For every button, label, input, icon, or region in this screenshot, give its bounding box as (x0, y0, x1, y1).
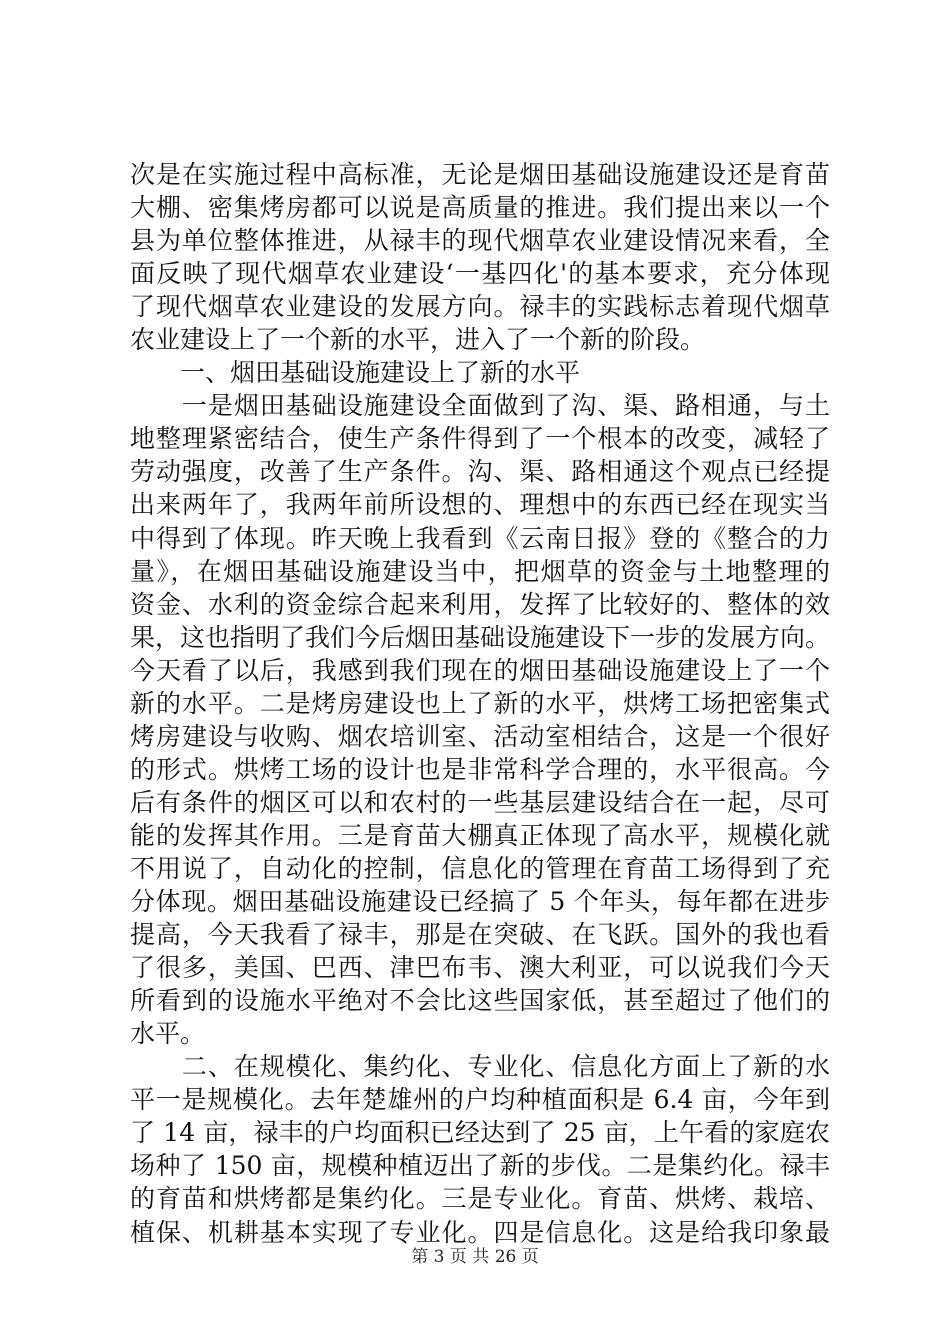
text-line: 量》，在烟田基础设施建设当中，把烟草的资金与土地整理的 (130, 556, 830, 586)
text-line: 植保、机耕基本实现了专业化。四是信息化。这是给我印象最 (130, 1217, 830, 1247)
page-number-footer: 第 3 页 共 26 页 (411, 1247, 539, 1267)
text-line: 中得到了体现。昨天晚上我看到《云南日报》登的《整合的力 (130, 523, 830, 553)
text-line: 的育苗和烘烤都是集约化。三是专业化。育苗、烘烤、栽培、 (130, 1184, 830, 1214)
text-line: 大棚、密集烤房都可以说是高质量的推进。我们提出来以一个 (130, 193, 830, 223)
text-line: 场种了 150 亩，规模种植迈出了新的步伐。二是集约化。禄丰 (130, 1151, 830, 1181)
text-line: 水平。 (130, 1019, 206, 1049)
text-line: 县为单位整体推进，从禄丰的现代烟草农业建设情况来看，全 (130, 226, 830, 256)
text-line: 地整理紧密结合，使生产条件得到了一个根本的改变，减轻了 (130, 424, 830, 454)
text-line: 能的发挥其作用。三是育苗大棚真正体现了高水平，规模化就 (130, 820, 830, 850)
text-line: 次是在实施过程中高标准，无论是烟田基础设施建设还是育苗 (130, 160, 830, 189)
text-line: 不用说了，自动化的控制，信息化的管理在育苗工场得到了充 (130, 853, 830, 883)
text-line: 平一是规模化。去年楚雄州的户均种植面积是 6.4 亩，今年到 (130, 1085, 830, 1115)
text-line: 果，这也指明了我们今后烟田基础设施建设下一步的发展方向。 (130, 622, 830, 652)
text-line: 了很多，美国、巴西、津巴布韦、澳大利亚，可以说我们今天 (130, 953, 830, 983)
text-line: 今天看了以后，我感到我们现在的烟田基础设施建设上了一个 (130, 655, 830, 685)
text-line: 一是烟田基础设施建设全面做到了沟、渠、路相通，与土 (130, 391, 830, 421)
text-line: 的形式。烘烤工场的设计也是非常科学合理的，水平很高。今 (130, 754, 830, 784)
text-line: 分体现。烟田基础设施建设已经搞了 5 个年头，每年都在进步 (130, 887, 830, 917)
text-line: 提高，今天我看了禄丰，那是在突破、在飞跃。国外的我也看 (130, 920, 830, 950)
text-line: 面反映了现代烟草农业建设‘一基四化'的基本要求，充分体现 (130, 259, 830, 289)
section-heading: 二、在规模化、集约化、专业化、信息化方面上了新的水 (130, 1052, 830, 1082)
text-line: 农业建设上了一个新的水平，进入了一个新的阶段。 (130, 325, 706, 355)
text-line: 了 14 亩，禄丰的户均面积已经达到了 25 亩，上午看的家庭农 (130, 1118, 830, 1148)
text-line: 新的水平。二是烤房建设也上了新的水平，烘烤工场把密集式 (130, 688, 830, 718)
text-line: 资金、水利的资金综合起来利用，发挥了比较好的、整体的效 (130, 589, 830, 619)
document-body (130, 158, 830, 1249)
text-line: 劳动强度，改善了生产条件。沟、渠、路相通这个观点已经提 (130, 457, 830, 487)
section-heading: 一、烟田基础设施建设上了新的水平 (130, 358, 581, 388)
text-line: 了现代烟草农业建设的发展方向。禄丰的实践标志着现代烟草 (130, 292, 830, 322)
text-line: 烤房建设与收购、烟农培训室、活动室相结合，这是一个很好 (130, 721, 830, 751)
text-line: 出来两年了，我两年前所设想的、理想中的东西已经在现实当 (130, 490, 830, 520)
text-line: 后有条件的烟区可以和农村的一些基层建设结合在一起，尽可 (130, 787, 830, 817)
text-line: 所看到的设施水平绝对不会比这些国家低，甚至超过了他们的 (130, 986, 830, 1016)
